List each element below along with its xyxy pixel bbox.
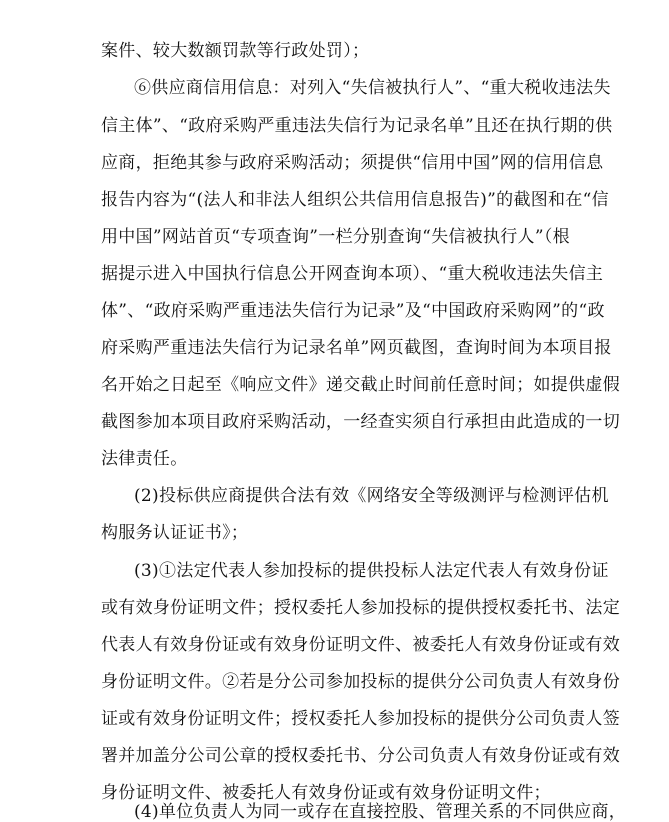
text-line: ⑥供应商信用信息：对列入“失信被执行人”、“重大税收违法失 <box>134 78 611 98</box>
text-line: 名开始之日起至《响应文件》递交截止时间前任意时间；如提供虚假 <box>101 375 620 395</box>
text-line: 身份证明文件、被委托人有效身份证或有效身份证明文件； <box>101 783 551 803</box>
text-line: (3)①法定代表人参加投标的提供投标人法定代表人有效身份证 <box>134 561 609 581</box>
text-line: 构服务认证证书》； <box>101 523 249 543</box>
text-line: 报告内容为“(法人和非法人组织公共信用信息报告)”的截图和在“信 <box>101 190 609 210</box>
text-line: 截图参加本项目政府采购活动，一经查实须自行承担由此造成的一切 <box>101 412 620 432</box>
text-line: 案件、较大数额罚款等行政处罚）； <box>101 41 370 61</box>
text-line: 证或有效身份证明文件；授权委托人参加投标的提供分公司负责人签 <box>101 709 620 729</box>
text-line: (2)投标供应商提供合法有效《网络安全等级测评与检测评估机 <box>134 486 609 506</box>
text-line: (4)单位负责人为同一或存在直接控股、管理关系的不同供应商， <box>134 802 627 822</box>
text-line: 身份证明文件。②若是分公司参加投标的提供分公司负责人有效身份 <box>101 672 620 692</box>
text-line: 信主体”、“政府采购严重违法失信行为记录名单”且还在执行期的供 <box>101 116 613 136</box>
text-line: 府采购严重违法失信行为记录名单”网页截图，查询时间为本项目报 <box>101 338 612 358</box>
text-line: 或有效身份证明文件；授权委托人参加投标的提供授权委托书、法定 <box>101 598 620 618</box>
text-line: 代表人有效身份证或有效身份证明文件、被委托人有效身份证或有效 <box>101 635 620 655</box>
text-line: 用中国”网站首页“专项查询”一栏分别查询“失信被执行人”（根 <box>101 227 570 247</box>
text-line: 据提示进入中国执行信息公开网查询本项）、“重大税收违法失信主 <box>101 264 604 284</box>
text-line: 法律责任。 <box>101 449 188 469</box>
text-line: 体”、“政府采购严重违法失信行为记录”及“中国政府采购网”的“政 <box>101 301 605 321</box>
text-line: 署并加盖分公司公章的授权委托书、分公司负责人有效身份证或有效 <box>101 746 620 766</box>
text-line: 应商，拒绝其参与政府采购活动；须提供“信用中国”网的信用信息 <box>101 153 604 173</box>
